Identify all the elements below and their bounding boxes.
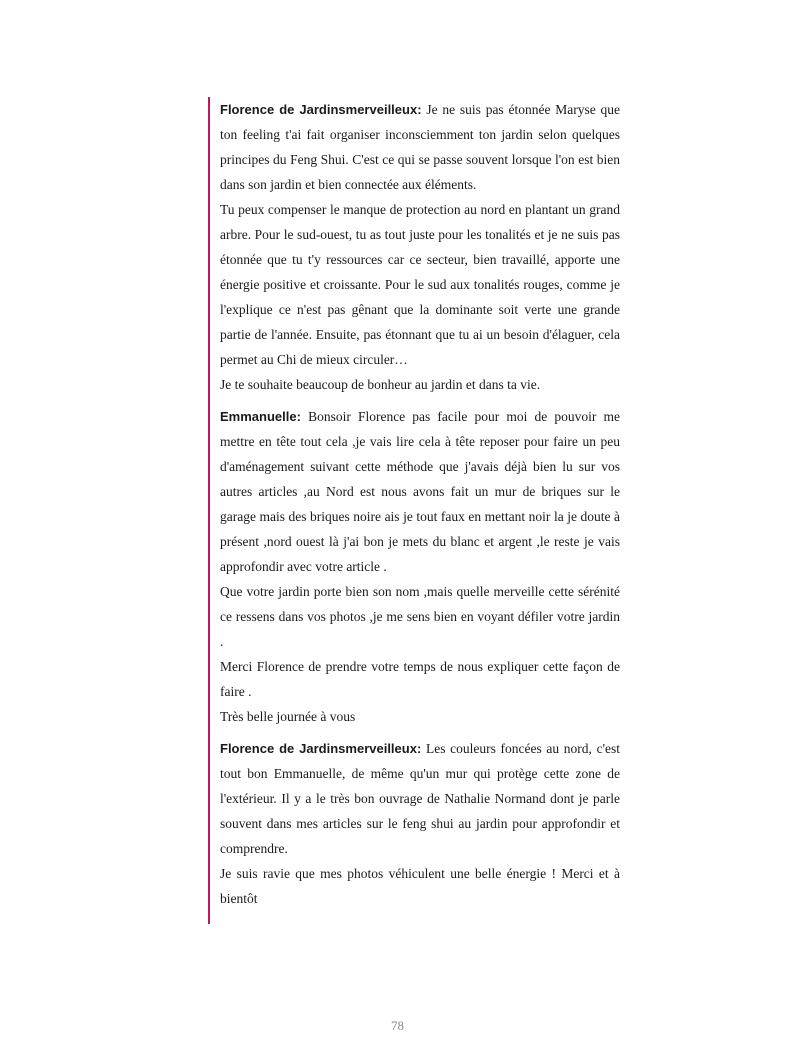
comment-paragraph [220,404,620,579]
comment-text: Les couleurs foncées au nord, c'est tout bon Emmanuelle, de même qu'un mur qui protège cette zone de l'extérieur. Il y a le très bon ouvrage de Nathalie Normand dont je parle souvent dans mes articles sur le feng shui au jardin pour approfondir et comprendre. [220,741,621,856]
comment-text: Je ne suis pas étonnée Maryse que ton feeling t'ai fait organiser inconsciemment ton jardin selon quelques principes du Feng Shui. C'est ce qui se passe souvent lorsque l'on est bien dans son jardin et bien connectée aux éléments. [220,102,621,192]
comment-paragraph: Je suis ravie que mes photos véhiculent une belle énergie ! Merci et à bientôt [220,866,620,906]
comment-paragraph: Très belle journée à vous [220,709,356,724]
comment-author: Florence de Jardinsmerveilleux: [220,741,422,756]
comment-paragraph: Merci Florence de prendre votre temps de nous expliquer cette façon de faire . [220,659,620,699]
comment-author: Emmanuelle: [220,409,301,424]
comment-paragraph: Je te souhaite beaucoup de bonheur au jardin et dans ta vie. [220,377,541,392]
comment-1 [220,97,620,397]
comment-paragraph: Que votre jardin porte bien son nom ,mais quelle merveille cette sérénité ce ressens dans vos photos ,je me sens bien en voyant défiler votre jardin . [220,584,620,649]
comment-2 [220,404,620,729]
comments-section [208,97,620,924]
comment-3 [220,736,620,911]
comment-paragraph [220,736,620,861]
comment-text: Bonsoir Florence pas facile pour moi de pouvoir me mettre en tête tout cela ,je vais lire cela à tête reposer pour faire un peu d'aménagement suivant cette méthode que j'avais déjà bien lu sur vos autres articles ,au Nord est nous avons fait un mur de briques sur le garage mais des briques noire ais je tout faux en mettant noir la je doute à présent ,nord ouest là j'ai bon je mets du blanc et argent ,le reste je vais approfondir avec votre article . [220,409,621,574]
comment-paragraph: Tu peux compenser le manque de protection au nord en plantant un grand arbre. Pour le sud-ouest, tu as tout juste pour les tonalités et je ne suis pas étonnée que tu t'y ressources car ce secteur, bien travaillé, apporte une énergie positive et croissante. Pour le sud aux tonalités rouges, comme je l'explique ce n'est pas gênant que la dominante soit verte une grande partie de l'année. Ensuite, pas étonnant que tu ai un besoin d'élaguer, cela permet au Chi de mieux circuler… [220,202,620,367]
page-number: 78 [391,1018,404,1033]
comment-author: Florence de Jardinsmerveilleux: [220,102,422,117]
comment-paragraph [220,97,620,197]
